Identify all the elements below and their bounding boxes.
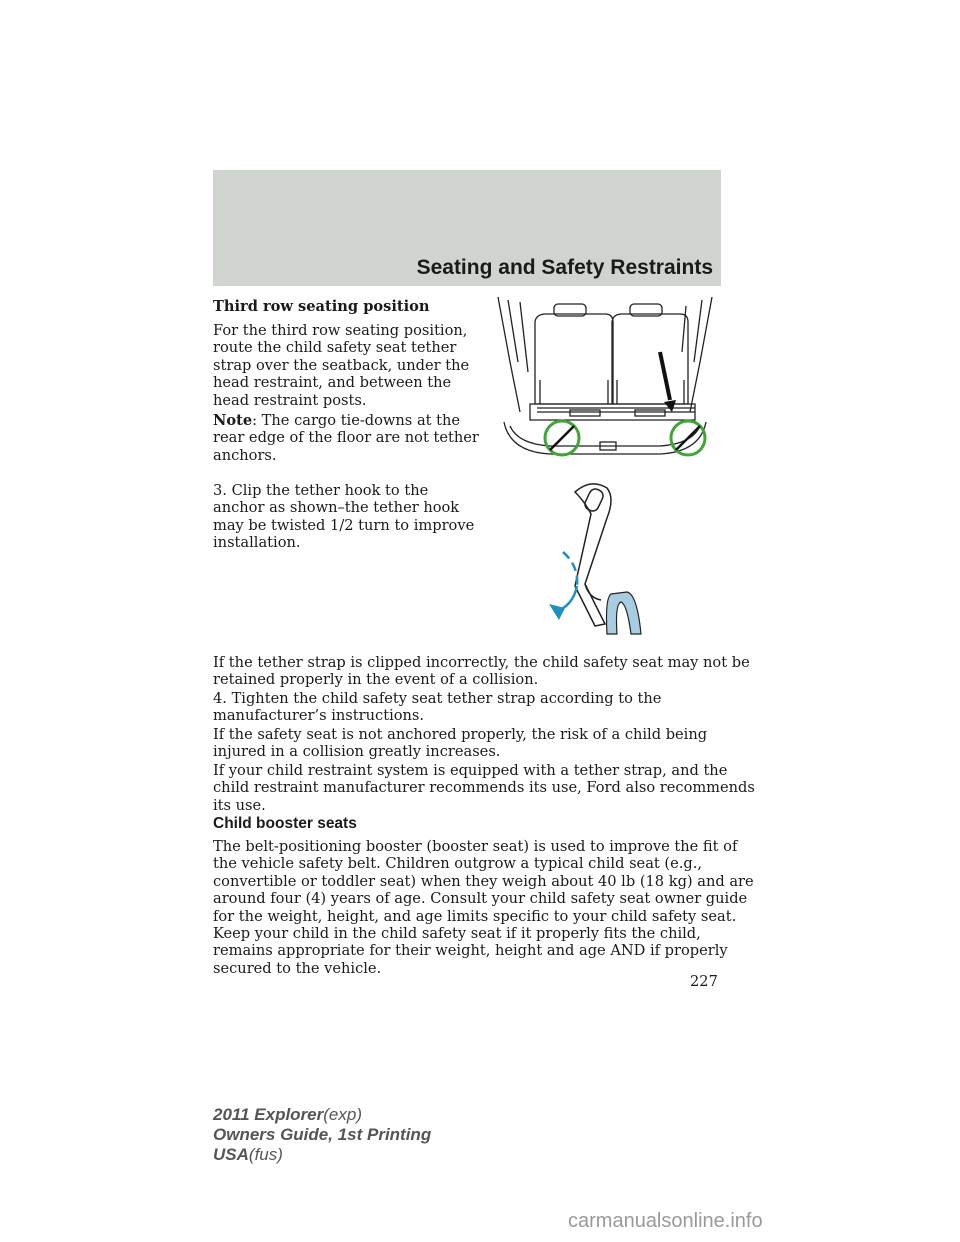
third-row-seats-illustration xyxy=(490,292,720,464)
paragraph-not-anchored: If the safety seat is not anchored properly, the risk of a child being injured in a collision greatly increases. xyxy=(213,726,708,761)
note-paragraph: Note: The cargo tie-downs at the rear edge of the floor are not tether anchors. xyxy=(213,412,479,464)
tether-hook-illustration xyxy=(545,474,675,640)
paragraph-third-row: For the third row seating position, route the child safety seat tether strap over the seatback, under the head restraint, and between the head restraint posts. xyxy=(213,322,470,409)
heading-child-booster-seats: Child booster seats xyxy=(213,815,357,832)
paragraph-clipped-incorrectly: If the tether strap is clipped incorrectly, the child safety seat may not be retained properly in the event of a collision. xyxy=(213,654,750,689)
section-header-band xyxy=(213,170,721,286)
step-4-paragraph: 4. Tighten the child safety seat tether strap according to the manufacturer’s instructions. xyxy=(213,690,662,725)
step-3-paragraph: 3. Clip the tether hook to the anchor as shown–the tether hook may be twisted 1/2 turn to improve installation. xyxy=(213,482,475,552)
paragraph-booster-seats: The belt-positioning booster (booster seat) is used to improve the fit of the vehicle safety belt. Children outgrow a typical child seat (e.g., convertible or toddler seat) when they weigh about 40 lb (18 kg) and are around four (4) years of age. Consult your child safety seat owner guide for the weight, height, and age limits specific to your child safety seat. Keep your child in the child safety seat if it properly fits the child, remains appropriate for their weight, height and age AND if properly secured to the vehicle. xyxy=(213,838,754,977)
page-number: 227 xyxy=(690,973,718,990)
note-label: Note xyxy=(213,412,253,429)
heading-third-row: Third row seating position xyxy=(213,298,430,315)
watermark: carmanualsonline.info xyxy=(568,1210,763,1232)
paragraph-tether-equipped: If your child restraint system is equipped with a tether strap, and the child restraint manufacturer recommends its use, Ford also recommends its use. xyxy=(213,762,755,814)
print-footer: 2011 Explorer(exp) Owners Guide, 1st Printing USA(fus) xyxy=(213,1105,432,1164)
section-title: Seating and Safety Restraints xyxy=(416,256,713,279)
